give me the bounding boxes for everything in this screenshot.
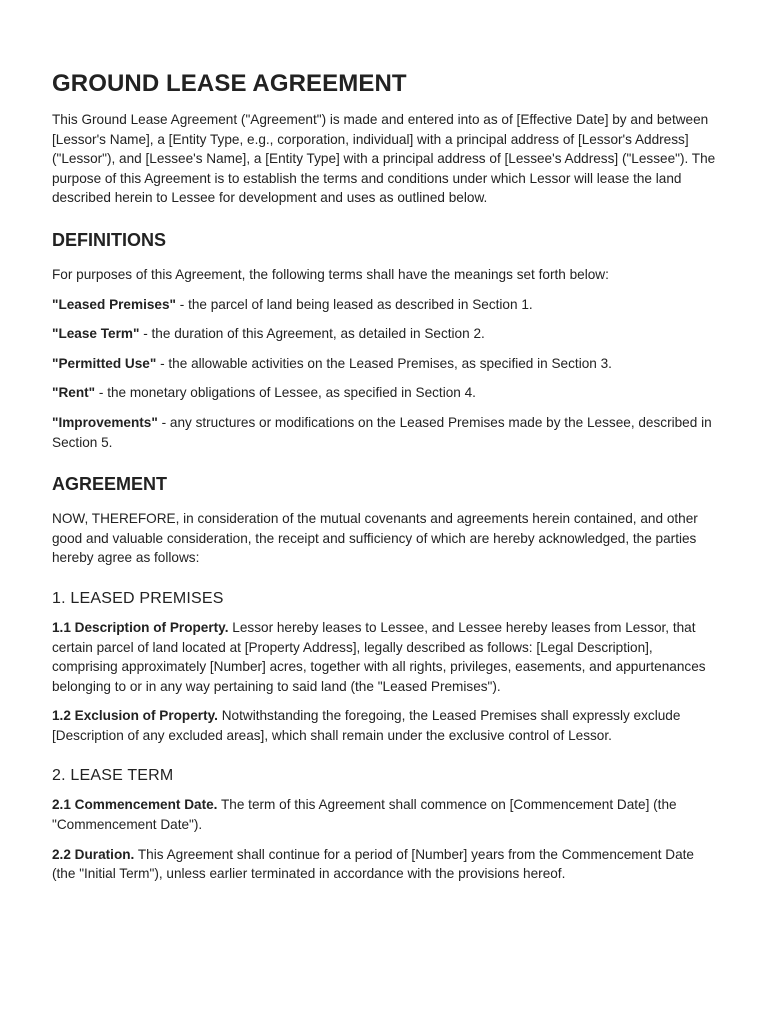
clause-text: The term of this Agreement shall commence on [Commencement Date] (the "Commencement Date"). [52, 797, 677, 833]
definition-item [52, 413, 720, 452]
definition-text: - any structures or modifications on the Leased Premises made by the Lessee, described in Section 5. [52, 414, 712, 450]
intro-paragraph: This Ground Lease Agreement ("Agreement") is made and entered into as of [Effective Date] by and between [Lessor's Name], a [Entity Type, e.g., corporation, individual] with a principal address of [Lessor's Address] ("Lessor"), and [Lessee's Name], a [Entity Type] with a principal address of [Lessee's Address] ("Lessee"). The purpose of this Agreement is to establish the terms and conditions under which Lessor will lease the land described herein to Lessee for development and uses as outlined below. [52, 112, 716, 206]
definitions-lead: For purposes of this Agreement, the following terms shall have the meanings set forth below: [52, 266, 609, 282]
clause [52, 795, 720, 834]
clause [52, 706, 720, 745]
clause-text: Notwithstanding the foregoing, the Leased Premises shall expressly exclude [Description of any excluded areas], which shall remain under the exclusive control of Lessor. [52, 708, 681, 743]
definition-item [52, 324, 720, 344]
clause-title: 1.2 Exclusion of Property. [52, 708, 218, 724]
clause-text: Lessor hereby leases to Lessee, and Lessee hereby leases from Lessor, that certain parcel of land located at [Property Address], legally described as follows: [Legal Description], comprising approximately [Number] acres, together with all rights, privileges, easements, and appurtenances belonging to or in any way pertaining to said land (the "Leased Premises"). [52, 619, 706, 694]
clause [52, 845, 720, 884]
agreement-heading: AGREEMENT [52, 474, 168, 495]
definition-item [52, 295, 720, 315]
definitions-heading: DEFINITIONS [52, 229, 167, 250]
clause-text: This Agreement shall continue for a period of [Number] years from the Commencement Date (the "Initial Term"), unless earlier terminated in accordance with the provisions hereof. [52, 846, 694, 882]
clause [52, 618, 720, 696]
definition-term: "Leased Premises" [52, 296, 176, 312]
definition-term: "Permitted Use" [52, 355, 157, 371]
definition-text: - the duration of this Agreement, as detailed in Section 2. [139, 326, 485, 342]
clause-title: 1.1 Description of Property. [52, 619, 229, 635]
definition-term: "Lease Term" [52, 326, 140, 342]
section-heading-leased-premises: 1. LEASED PREMISES [52, 589, 224, 607]
definition-text: - the allowable activities on the Leased Premises, as specified in Section 3. [156, 355, 612, 371]
clause-title: 2.2 Duration. [52, 846, 135, 862]
definition-text: - the parcel of land being leased as described in Section 1. [175, 296, 533, 312]
section-heading-lease-term: 2. LEASE TERM [52, 767, 174, 785]
definition-term: "Rent" [52, 385, 96, 401]
definition-term: "Improvements" [52, 414, 158, 430]
definition-item [52, 383, 720, 403]
definition-text: - the monetary obligations of Lessee, as specified in Section 4. [95, 385, 476, 401]
clause-title: 2.1 Commencement Date. [52, 797, 218, 813]
definition-item [52, 354, 720, 374]
agreement-paragraph: NOW, THEREFORE, in consideration of the mutual covenants and agreements herein contained, and other good and valuable consideration, the receipt and sufficiency of which are hereby acknowledged, the parties hereby agree as follows: [52, 511, 698, 566]
document-title: GROUND LEASE AGREEMENT [52, 70, 407, 97]
